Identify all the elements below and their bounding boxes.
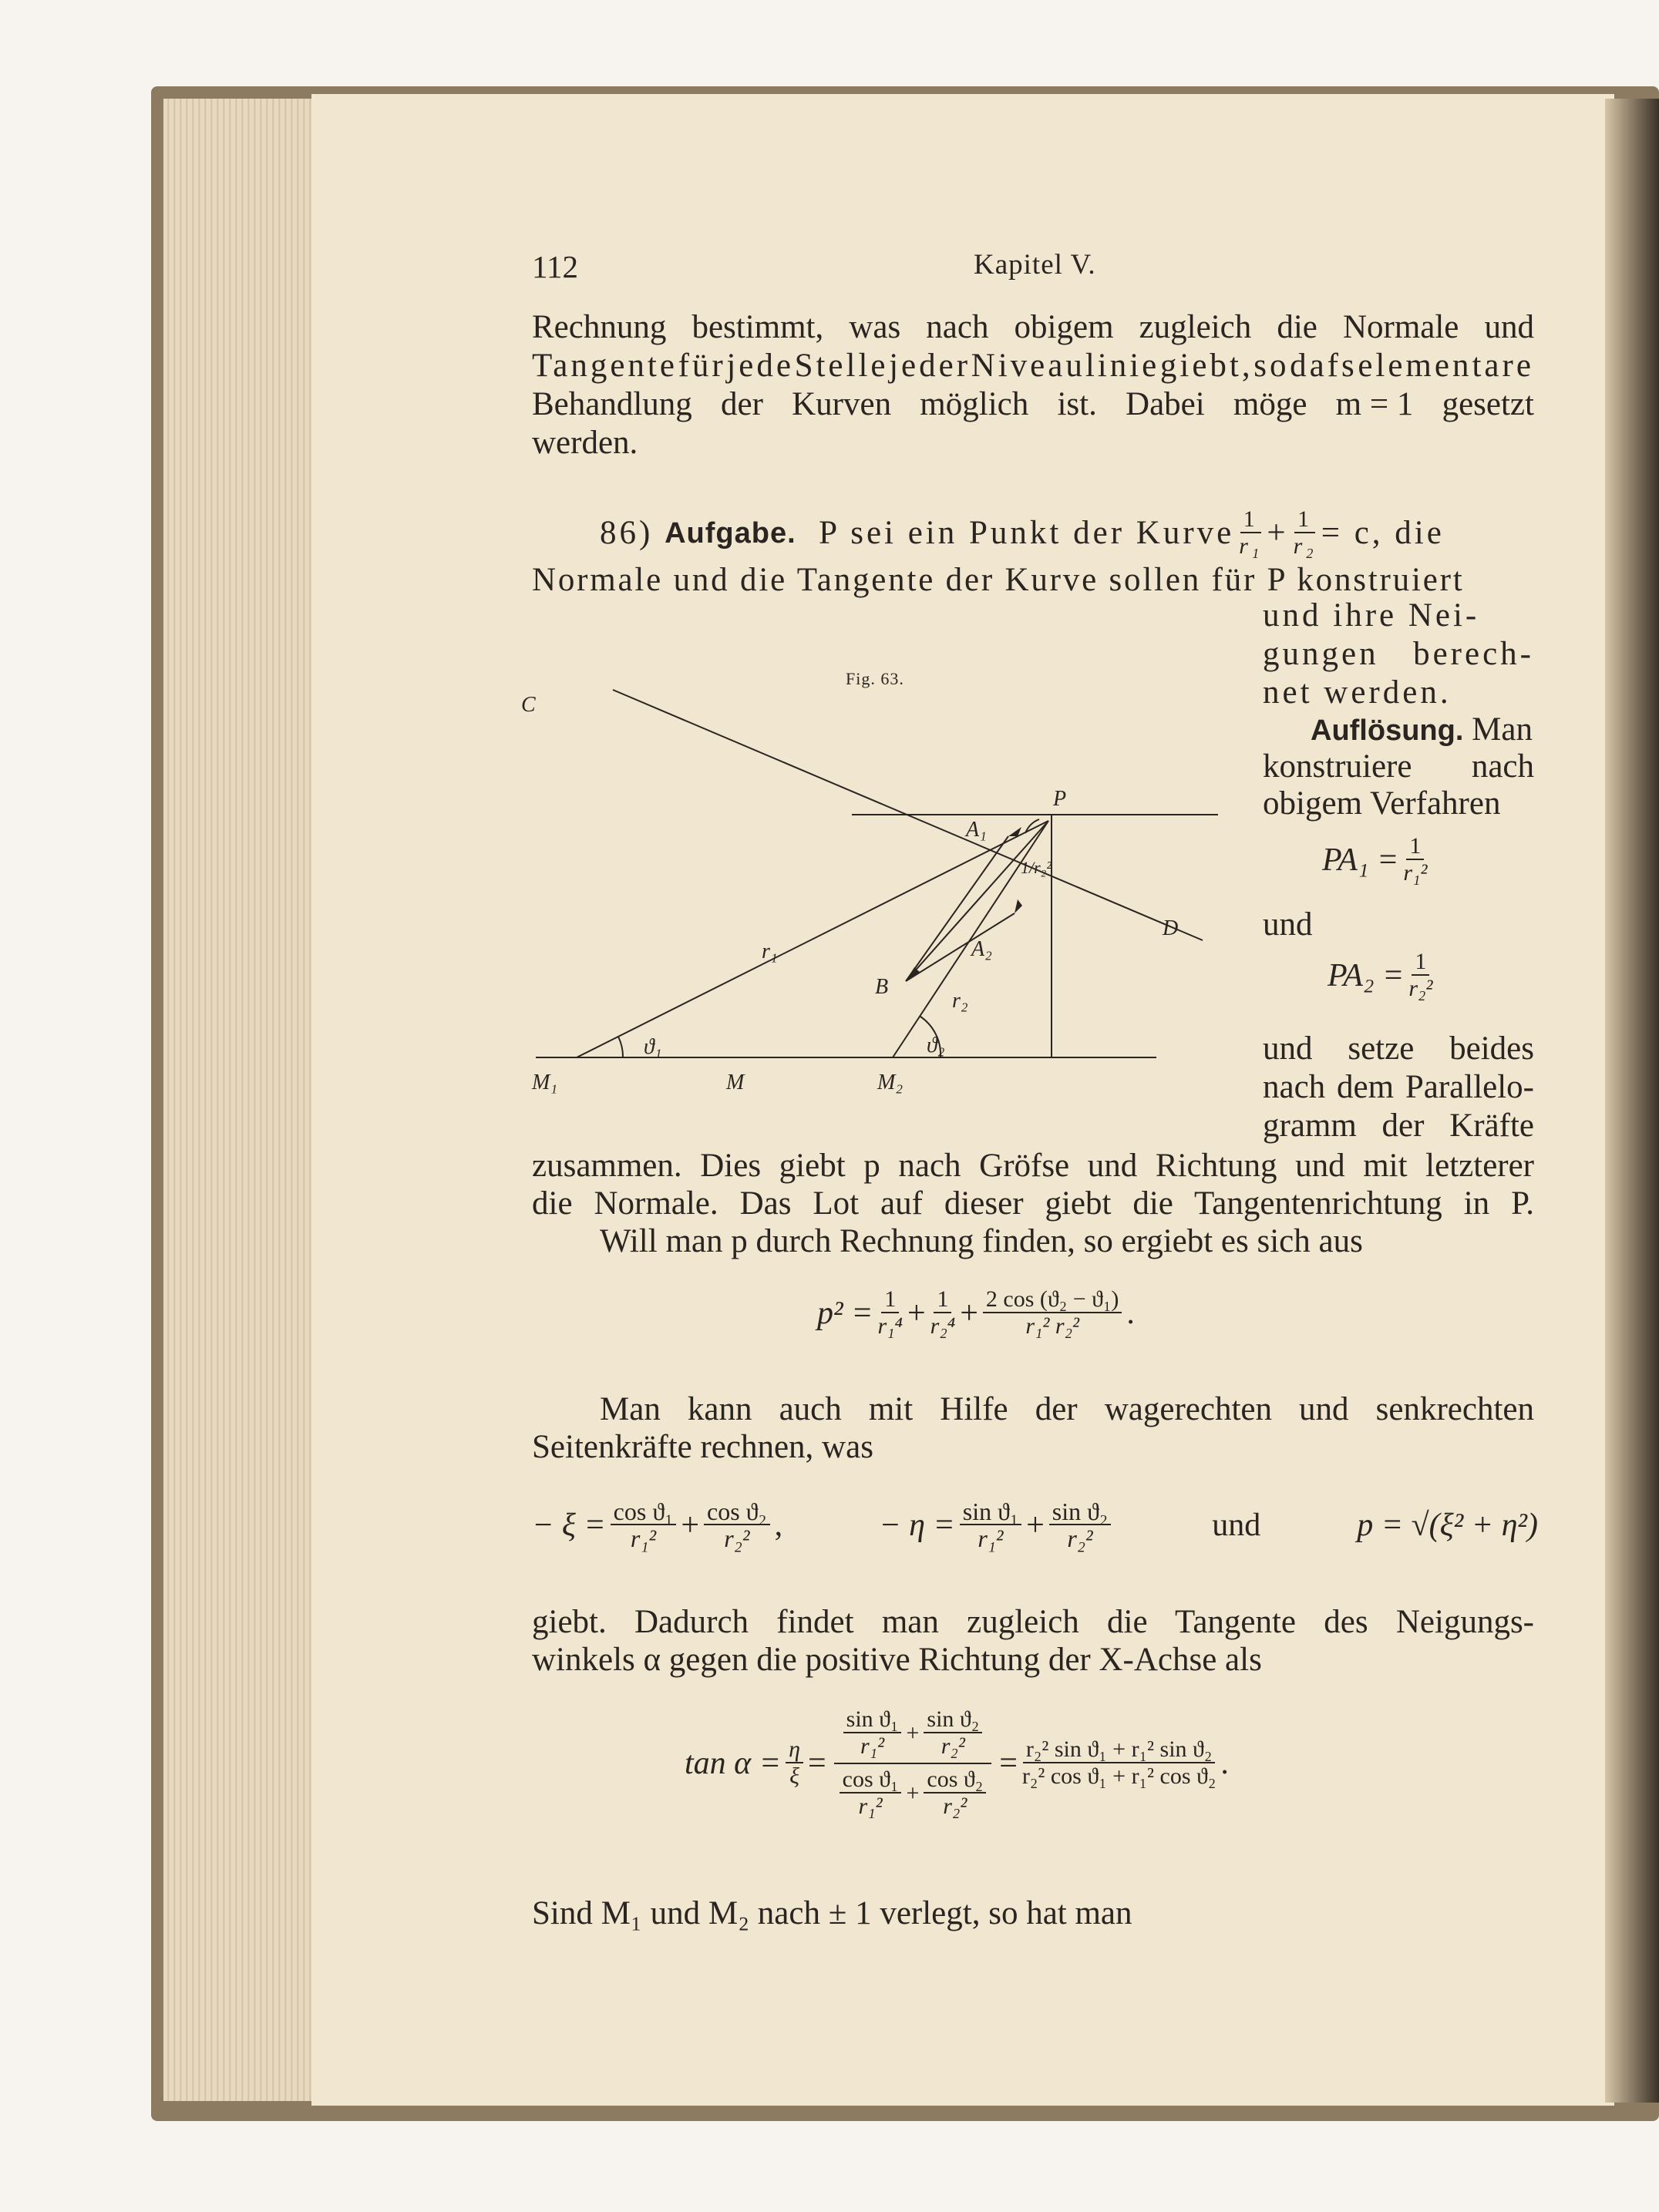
word: Kurven: [792, 386, 892, 422]
word: so: [1254, 348, 1290, 384]
side-line: und: [1263, 906, 1313, 943]
equation-pa1: PA₁ = $\frac{1}{\text{r₁²}}$: [1322, 833, 1428, 886]
arrow-head-icon: [1015, 899, 1022, 913]
side-line: obigem Verfahren: [1263, 785, 1501, 822]
text-line: zusammen. Dies giebt p nach Gröfse und Richtung und mit letzterer: [532, 1148, 1534, 1184]
problem-line: [600, 507, 1445, 560]
label-d: D: [1163, 916, 1179, 940]
side-line: gungen berech-: [1263, 636, 1534, 672]
word: und: [1484, 309, 1534, 345]
label-fraction: 1/r₂²: [1021, 858, 1052, 877]
word: jede: [726, 348, 794, 384]
fraction: $\frac{\text{sin ϑ₁}}{\text{r₁²}}$: [843, 1707, 902, 1760]
word: obigem: [1014, 309, 1114, 345]
fraction: $\frac{1}{\text{r₁⁴}}$: [877, 1286, 903, 1339]
word: Behandlung: [532, 386, 692, 422]
right-page-edge: [1605, 99, 1659, 2103]
figure-63: [521, 669, 1241, 1121]
text-line: Will man p durch Rechnung finden, so ergiebt es sich aus: [600, 1223, 1363, 1259]
word: Dabei: [1126, 386, 1205, 422]
word: für: [678, 348, 726, 384]
word: elementare: [1358, 348, 1534, 384]
fraction: $\frac{1}{\text{r₂}}$: [1293, 506, 1317, 559]
word: was: [849, 309, 901, 345]
fraction: $\frac{\text{sin ϑ₂}}{\text{r₂²}}$: [1049, 1499, 1111, 1551]
word: zugleich: [1139, 309, 1252, 345]
angle-arc: [618, 1037, 623, 1057]
label-a2: A₂: [971, 937, 992, 961]
problem-line: Normale und die Tangente der Kurve sollen für P konstruiert: [532, 562, 1465, 598]
label-theta1: ϑ₁: [644, 1035, 662, 1059]
text-line: Man kann auch mit Hilfe der wagerechten und senkrechten: [600, 1391, 1534, 1427]
geometry-diagram: [521, 669, 1241, 1121]
fraction: $\frac{\text{2 cos (ϑ₂ − ϑ₁)}}{\text{r₁² r₂²}}$: [983, 1287, 1122, 1340]
fraction: $\frac{\text{sin ϑ₁}}{\text{r₁²}}$: [960, 1499, 1021, 1551]
side-line: nach dem Parallelo-: [1263, 1069, 1534, 1105]
label-m2: M₂: [877, 1071, 904, 1094]
problem-title: Aufgabe.: [665, 517, 796, 550]
fraction: $\frac{1}{\text{r₂²}}$: [1408, 949, 1433, 1001]
r2-line: [893, 821, 1048, 1057]
equation-components: − ξ = $\frac{\text{cos ϑ₁}}{\text{r₁²}}$ + $\frac{\text{cos ϑ₂}}{\text{r₂²}}$ , − η = $\frac{\text{sin ϑ₁}}{\text{r₁²}}$ + $\frac{\text{sin ϑ₂}}{\text{r₂²}}$ und p = √(ξ² + η²): [532, 1498, 1538, 1552]
label-a1: A₁: [966, 818, 987, 842]
label-p: P: [1053, 787, 1067, 811]
word: möge: [1233, 386, 1307, 422]
problem-text: = c, die: [1321, 515, 1445, 551]
label-c: C: [521, 693, 536, 717]
word: gesetzt: [1442, 386, 1534, 422]
fraction: $\frac{\eta}{\xi}$: [786, 1737, 803, 1790]
label-m: M: [726, 1071, 745, 1094]
solution-heading: [1311, 711, 1533, 750]
text-line: [532, 347, 1534, 385]
side-line: gramm der Kräfte: [1263, 1108, 1534, 1144]
equation-pa2: PA₂ = $\frac{1}{\text{r₂²}}$: [1328, 949, 1433, 1001]
equation-p-squared: p² = $\frac{1}{\text{r₁⁴}}$ + $\frac{1}{\text{r₂⁴}}$ + $\frac{\text{2 cos (ϑ₂ − ϑ₁)}}{\text{r₁² r₂²}}$ .: [817, 1286, 1135, 1339]
fraction: $\frac{\text{r₂² sin ϑ₁ + r₁² sin ϑ₂}}{\text{r₂² cos ϑ₁ + r₁² cos ϑ₂}}$: [1021, 1736, 1216, 1789]
label-m1: M₁: [532, 1071, 558, 1094]
side-line: konstruiere nach: [1263, 748, 1534, 785]
text-line: [532, 308, 1534, 347]
text-line: giebt. Dadurch findet man zugleich die Tangente des Neigungs-: [532, 1604, 1534, 1640]
page-stack: [163, 99, 327, 2101]
solution-title: Auflösung.: [1311, 714, 1464, 747]
text-line: die Normale. Das Lot auf dieser giebt die Tangentenrichtung in P.: [532, 1185, 1534, 1222]
fraction: $\frac{1}{\text{r₁²}}$: [1403, 833, 1428, 886]
problem-text: P sei ein Punkt der Kurve: [819, 515, 1235, 551]
word: Tangente: [532, 348, 678, 384]
page-number: 112: [532, 249, 578, 284]
word: der: [721, 386, 763, 422]
text-line: werden.: [532, 425, 638, 461]
word: ist.: [1057, 386, 1097, 422]
label-theta2: ϑ₂: [927, 1034, 945, 1057]
word: dafs: [1290, 348, 1358, 384]
word: m = 1: [1335, 386, 1414, 422]
label-b: B: [875, 975, 889, 999]
fraction: $\frac{1}{\text{r₁}}$: [1239, 506, 1263, 559]
label-r1: r₁: [762, 940, 778, 963]
label-r2: r₂: [952, 989, 968, 1013]
side-line: und setze beides: [1263, 1030, 1534, 1067]
word: Rechnung: [532, 309, 667, 345]
fraction: $\frac{\text{cos ϑ₁}}{\text{r₁²}}$: [611, 1499, 677, 1551]
word: bestimmt,: [692, 309, 824, 345]
word: Stelle: [794, 348, 889, 384]
fraction: $\frac{\text{cos ϑ₁}}{\text{r₁²}}$: [840, 1767, 902, 1820]
plus-sign: +: [1267, 515, 1289, 551]
text-line: winkels α gegen die positive Richtung der X-Achse als: [532, 1642, 1262, 1678]
fraction: $\frac{\text{cos ϑ₂}}{\text{r₂²}}$: [924, 1767, 986, 1820]
word: jeder: [889, 348, 971, 384]
solution-text: Man: [1472, 711, 1533, 748]
word: die: [1277, 309, 1317, 345]
word: giebt,: [1159, 348, 1254, 384]
side-line: net werden.: [1263, 674, 1452, 711]
fraction: $\frac{1}{\text{r₂⁴}}$: [930, 1286, 956, 1339]
text-line: Sind M₁ und M₂ nach ± 1 verlegt, so hat man: [532, 1895, 1132, 1931]
problem-number: 86): [600, 515, 654, 551]
running-head: Kapitel V.: [974, 249, 1096, 281]
equation-tan-alpha: tan α = $\frac{\eta}{\xi}$ = $\frac{\text{sin ϑ₁}}{\text{r₁²}}$ + $\frac{\text{sin ϑ₂}}{\text{r₂²}}$ $\frac{\text{cos ϑ₁}}{\text{r₁²}}$ + $\frac{\text{cos ϑ₂}}{\text{r₂²}}$ = $\frac{\text{r₂² sin ϑ₁ + r₁² sin ϑ₂}}{\text{r₂² cos ϑ₁ + r₁² cos ϑ₂}}$ .: [685, 1706, 1229, 1819]
text-line: [532, 385, 1534, 424]
compound-fraction: $\frac{\text{sin ϑ₁}}{\text{r₁²}}$ + $\frac{\text{sin ϑ₂}}{\text{r₂²}}$ $\frac{\text{cos ϑ₁}}{\text{r₁²}}$ + $\frac{\text{cos ϑ₂}}{\text{r₂²}}$: [834, 1707, 992, 1820]
word: nach: [926, 309, 989, 345]
fraction: $\frac{\text{sin ϑ₂}}{\text{r₂²}}$: [924, 1707, 982, 1760]
word: Niveaulinie: [971, 348, 1160, 384]
figure-caption: Fig. 63.: [846, 669, 904, 688]
text-line: Seitenkräfte rechnen, was: [532, 1429, 873, 1465]
parallelogram-side: [906, 913, 1015, 981]
word: Normale: [1342, 309, 1459, 345]
fraction: $\frac{\text{cos ϑ₂}}{\text{r₂²}}$: [704, 1499, 770, 1551]
side-line: und ihre Nei-: [1263, 597, 1480, 634]
word: möglich: [920, 386, 1029, 422]
